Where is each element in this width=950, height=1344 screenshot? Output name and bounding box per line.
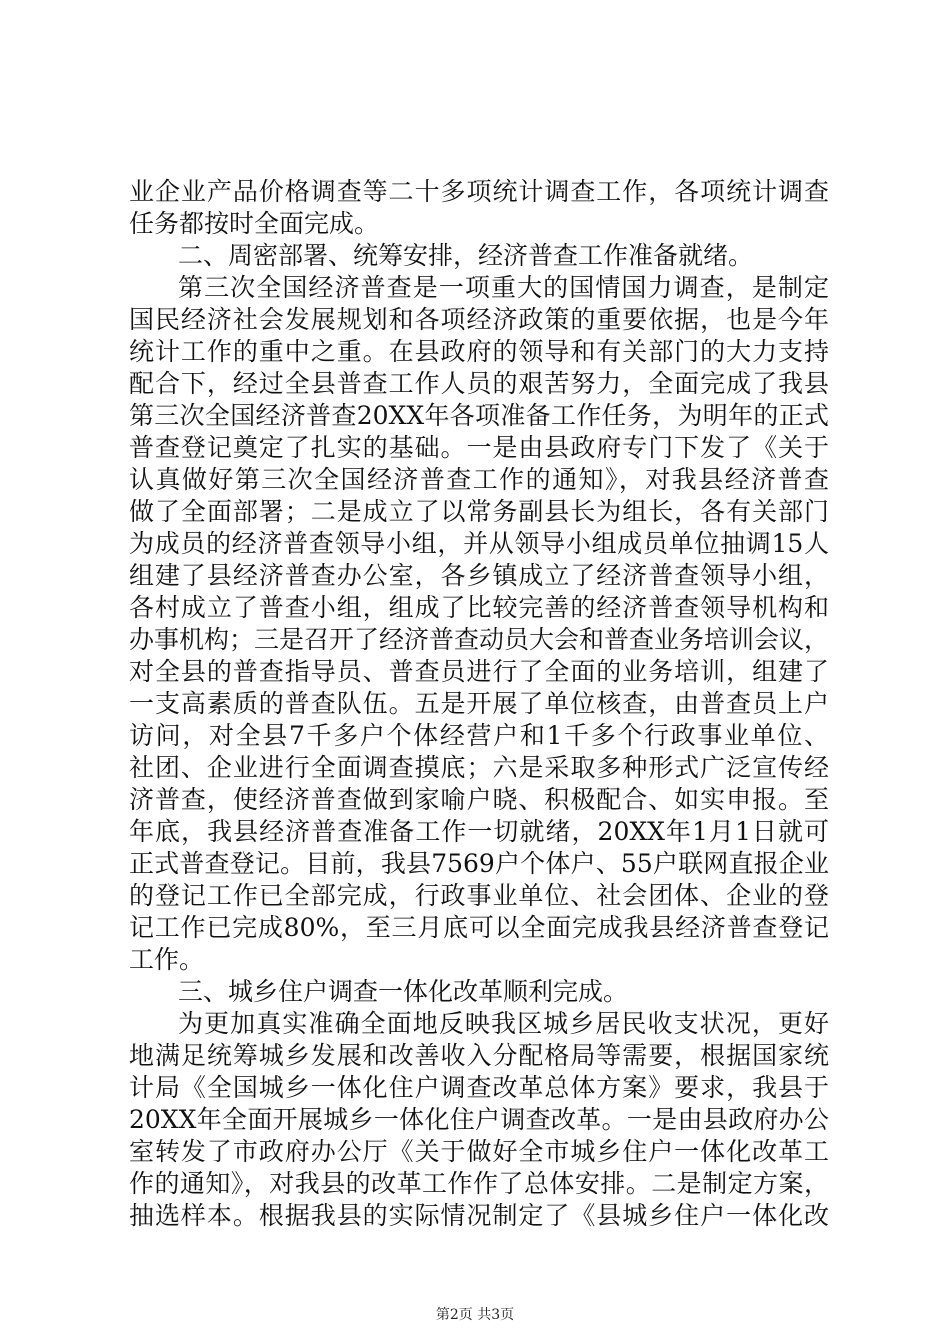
text-line: 室转发了市政府办公厅《关于做好全市城乡住户一体化改革工 (129, 1137, 829, 1166)
text-line: 20XX年全面开展城乡一体化住户调查改革。一是由县政府办公 (129, 1105, 829, 1134)
text-line: 抽选样本。根据我县的实际情况制定了《县城乡住户一体化改 (129, 1201, 829, 1230)
text-line: 第三次全国经济普查是一项重大的国情国力调查，是制定 (178, 273, 829, 302)
document-body (129, 176, 829, 1232)
text-line: 工作。 (129, 945, 205, 974)
text-line: 组建了县经济普查办公室，各乡镇成立了经济普查领导小组， (129, 561, 829, 590)
text-line: 配合下，经过全县普查工作人员的艰苦努力，全面完成了我县 (129, 369, 829, 398)
text-line: 年底，我县经济普查准备工作一切就绪，20XX年1月1日就可 (129, 817, 829, 846)
text-line: 访问，对全县7千多户个体经营户和1千多个行政事业单位、 (129, 721, 829, 750)
text-line: 地满足统筹城乡发展和改善收入分配格局等需要，根据国家统 (129, 1041, 829, 1070)
text-line: 普查登记奠定了扎实的基础。一是由县政府专门下发了《关于 (129, 433, 829, 462)
text-line: 正式普查登记。目前，我县7569户个体户、55户联网直报企业 (129, 849, 829, 878)
text-line: 第三次全国经济普查20XX年各项准备工作任务，为明年的正式 (129, 401, 829, 430)
section-heading: 三、城乡住户调查一体化改革顺利完成。 (178, 977, 629, 1006)
text-line: 为更加真实准确全面地反映我区城乡居民收支状况，更好 (178, 1009, 829, 1038)
text-line: 做了全面部署；二是成立了以常务副县长为组长，各有关部门 (129, 497, 829, 526)
text-line: 一支高素质的普查队伍。五是开展了单位核查，由普查员上户 (129, 689, 829, 718)
text-line: 对全县的普查指导员、普查员进行了全面的业务培训，组建了 (129, 657, 829, 686)
text-line: 为成员的经济普查领导小组，并从领导小组成员单位抽调15人 (129, 529, 829, 558)
text-line: 记工作已完成80%，至三月底可以全面完成我县经济普查登记 (129, 913, 829, 942)
text-line: 各村成立了普查小组，组成了比较完善的经济普查领导机构和 (129, 593, 829, 622)
text-line: 业企业产品价格调查等二十多项统计调查工作，各项统计调查 (129, 177, 829, 206)
text-line: 济普查，使经济普查做到家喻户晓、积极配合、如实申报。至 (129, 785, 829, 814)
page-number-footer: 第2页 共3页 (435, 1307, 515, 1323)
section-heading: 二、周密部署、统筹安排，经济普查工作准备就绪。 (178, 241, 754, 270)
text-line: 办事机构；三是召开了经济普查动员大会和普查业务培训会议， (129, 625, 830, 654)
text-line: 的登记工作已全部完成，行政事业单位、社会团体、企业的登 (129, 881, 829, 910)
text-line: 计局《全国城乡一体化住户调查改革总体方案》要求，我县于 (129, 1073, 829, 1102)
text-line: 任务都按时全面完成。 (129, 209, 380, 238)
text-line: 统计工作的重中之重。在县政府的领导和有关部门的大力支持 (129, 337, 829, 366)
text-line: 认真做好第三次全国经济普查工作的通知》，对我县经济普查 (129, 465, 829, 494)
text-line: 国民经济社会发展规划和各项经济政策的重要依据，也是今年 (129, 305, 829, 334)
text-line: 社团、企业进行全面调查摸底；六是采取多种形式广泛宣传经 (129, 753, 829, 782)
text-line: 作的通知》，对我县的改革工作作了总体安排。二是制定方案， (129, 1169, 829, 1198)
